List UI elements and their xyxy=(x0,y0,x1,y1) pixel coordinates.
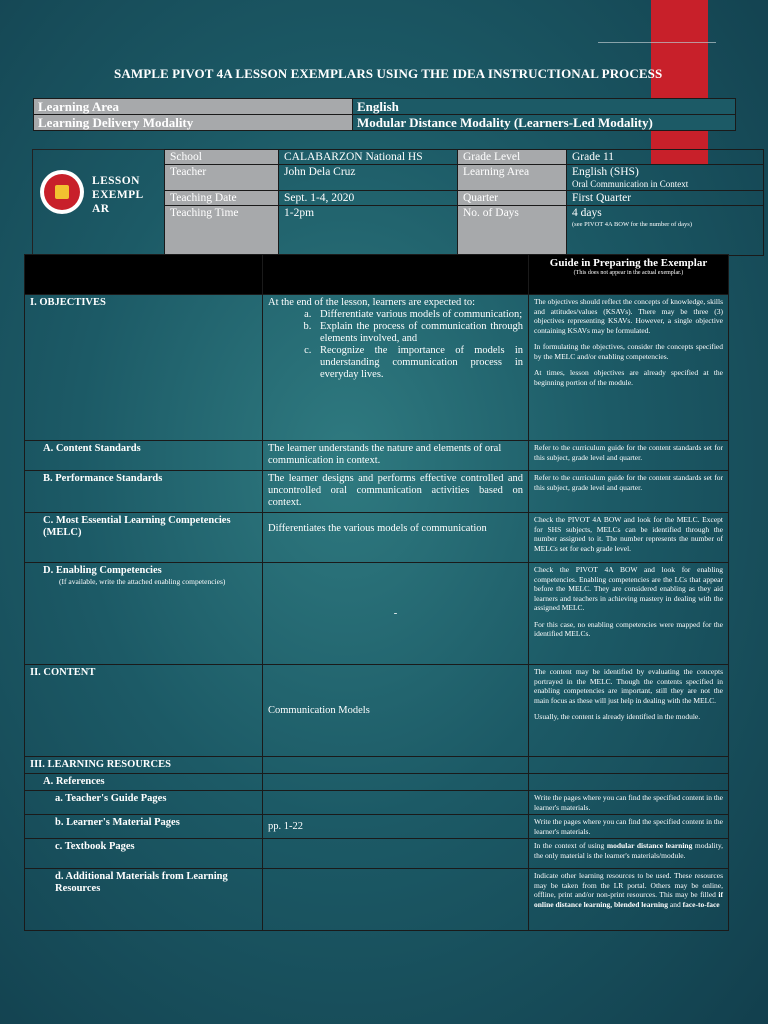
time-value: 1-2pm xyxy=(279,206,458,256)
textbook-label: c. Textbook Pages xyxy=(25,839,263,869)
resources-label: III. LEARNING RESOURCES xyxy=(25,757,263,774)
table-header-row xyxy=(25,255,729,295)
learning-area-value: English xyxy=(353,99,736,115)
area-subject: Oral Communication in Context xyxy=(572,179,689,189)
performance-standards-guide: Refer to the curriculum guide for the content standards set for this subject, grade level and quarter. xyxy=(529,471,729,513)
modality-label: Learning Delivery Modality xyxy=(34,115,353,131)
additional-materials-label: d. Additional Materials from Learning Resources xyxy=(25,869,263,931)
school-label: School xyxy=(165,150,279,165)
area-value: English (SHS) Oral Communication in Context xyxy=(567,165,764,191)
table-row xyxy=(25,791,729,815)
objectives-cell xyxy=(263,295,529,441)
objectives-intro: At the end of the lesson, learners are expected to: xyxy=(268,297,476,308)
quarter-value: First Quarter xyxy=(567,191,764,206)
school-logo-icon xyxy=(40,170,84,214)
list-item: b. Explain the process of communication through elements involved, and xyxy=(314,321,523,345)
table-row xyxy=(34,115,736,131)
melc-guide: Check the PIVOT 4A BOW and look for the MELC. Except for SHS subjects, MELCs can be identified through the number assigned to it. The number represents the number of MELCs set for each grade level. xyxy=(529,513,729,563)
enabling-value: - xyxy=(263,563,529,665)
table-row xyxy=(165,165,764,191)
exemplar-table xyxy=(24,254,729,931)
melc-label: C. Most Essential Learning Competencies (MELC) xyxy=(25,513,263,563)
teacher-value: John Dela Cruz xyxy=(279,165,458,191)
table-row xyxy=(165,206,764,256)
content-label: II. CONTENT xyxy=(25,665,263,757)
learning-area-table xyxy=(33,98,736,131)
teacher-label: Teacher xyxy=(165,165,279,191)
table-row xyxy=(25,869,729,931)
page-title: SAMPLE PIVOT 4A LESSON EXEMPLARS USING THE IDEA INSTRUCTIONAL PROCESS xyxy=(114,66,663,81)
learners-material-value: pp. 1-22 xyxy=(263,815,529,839)
textbook-guide: In the context of using modular distance learning modality, the only material is the learner's materials/module. xyxy=(529,839,729,869)
area-label: Learning Area xyxy=(458,165,567,191)
enabling-note: (If available, write the attached enabling competencies) xyxy=(59,577,226,586)
objectives-guide: The objectives should reflect the concepts of knowledge, skills and attitudes/values (KSAVs). There may be three (3) objectives representing KSAVs. However, a single objective containing KSAVs may be formulated. In formulating the objectives, consider the concepts specified by the MELC and/or enabling competencies. At times, lesson objectives are already specified at the beginning portion of the module. xyxy=(529,295,729,441)
content-guide: The content may be identified by evaluating the concepts portrayed in the MELC. Though the contents specified in enabling competencies are important, still they are not the main focus as these will just help in dealing with the MELC. Usually, the content is already identified in the module. xyxy=(529,665,729,757)
learners-material-guide: Write the pages where you can find the specified content in the learner's materials. xyxy=(529,815,729,839)
additional-materials-guide: Indicate other learning resources to be used. These resources may be taken from the LR portal. Others may be online, offline, print and/or non-print resources. This may be filled if online distance learning, blended learning and face-to-face xyxy=(529,869,729,931)
date-value: Sept. 1-4, 2020 xyxy=(279,191,458,206)
content-standards-guide: Refer to the curriculum guide for the content standards set for this subject, grade level and quarter. xyxy=(529,441,729,471)
lesson-info-table xyxy=(164,149,764,256)
table-row xyxy=(25,774,729,791)
performance-standards-label: B. Performance Standards xyxy=(25,471,263,513)
time-label: Teaching Time xyxy=(165,206,279,256)
divider-line xyxy=(598,42,716,43)
table-row xyxy=(25,441,729,471)
table-row xyxy=(25,563,729,665)
table-row xyxy=(25,295,729,441)
table-row xyxy=(25,665,729,757)
references-label: A. References xyxy=(25,774,263,791)
table-row xyxy=(165,191,764,206)
content-standards-value: The learner understands the nature and elements of oral communication in context. xyxy=(263,441,529,471)
table-row xyxy=(34,99,736,115)
guide-subheader: (This does not appear in the actual exemplar.) xyxy=(573,270,684,276)
list-item: c. Recognize the importance of models in understanding communication process in everyday lives. xyxy=(314,345,523,381)
teachers-guide-guide: Write the pages where you can find the specified content in the learner's materials. xyxy=(529,791,729,815)
grade-value: Grade 11 xyxy=(567,150,764,165)
grade-label: Grade Level xyxy=(458,150,567,165)
table-row xyxy=(165,150,764,165)
quarter-label: Quarter xyxy=(458,191,567,206)
objectives-label: I. OBJECTIVES xyxy=(25,295,263,441)
content-standards-label: A. Content Standards xyxy=(25,441,263,471)
days-note: (see PIVOT 4A BOW for the number of days) xyxy=(572,221,692,228)
table-row xyxy=(25,839,729,869)
learners-material-label: b. Learner's Material Pages xyxy=(25,815,263,839)
guide-header: Guide in Preparing the Exemplar (This does not appear in the actual exemplar.) xyxy=(529,255,729,295)
enabling-guide: Check the PIVOT 4A BOW and look for enabling competencies. Enabling competencies are the LCs that appear before the MELC. They are considered enabling as they aid learners and teachers in achieving mastery in dealing with the assigned MELC. For this case, no enabling competencies were mapped for the identified MELCs. xyxy=(529,563,729,665)
melc-value: Differentiates the various models of communication xyxy=(263,513,529,563)
table-row xyxy=(25,471,729,513)
content-value: Communication Models xyxy=(263,665,529,757)
lesson-exemplar-label: LESSON EXEMPL AR xyxy=(92,175,143,215)
table-row xyxy=(25,757,729,774)
school-value: CALABARZON National HS xyxy=(279,150,458,165)
list-item: a. Differentiate various models of communication; xyxy=(314,309,523,321)
performance-standards-value: The learner designs and performs effective controlled and uncontrolled oral communication activities based on context. xyxy=(263,471,529,513)
red-accent-bar xyxy=(651,0,708,164)
modality-value: Modular Distance Modality (Learners-Led Modality) xyxy=(353,115,736,131)
teachers-guide-label: a. Teacher's Guide Pages xyxy=(25,791,263,815)
learning-area-label: Learning Area xyxy=(34,99,353,115)
enabling-label: D. Enabling Competencies (If available, write the attached enabling competencies) xyxy=(25,563,263,665)
table-row xyxy=(25,513,729,563)
table-row xyxy=(25,815,729,839)
days-value: 4 days (see PIVOT 4A BOW for the number of days) xyxy=(567,206,764,256)
date-label: Teaching Date xyxy=(165,191,279,206)
days-label: No. of Days xyxy=(458,206,567,256)
